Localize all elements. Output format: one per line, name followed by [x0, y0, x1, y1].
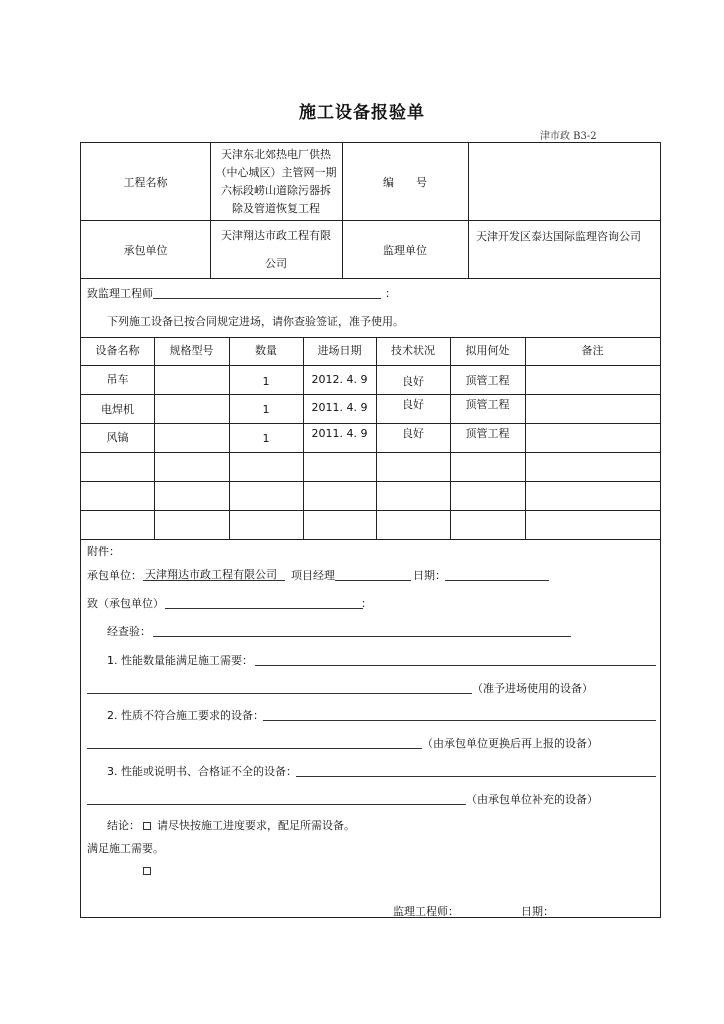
cell-status: 良好	[402, 398, 424, 411]
project-name-line: （中心城区）主管网一期	[215, 166, 337, 179]
footer-date-line	[445, 580, 549, 581]
row-divider	[81, 452, 660, 453]
th-qty: 数量	[255, 344, 277, 357]
supervisor-value: 天津开发区泰达国际监理咨询公司	[476, 230, 641, 243]
pm-label: 项目经理	[291, 569, 335, 582]
to-contractor-colon: ：	[361, 597, 372, 610]
th-date: 进场日期	[317, 344, 362, 357]
cell-qty: 1	[262, 403, 270, 416]
engineer-name-line	[153, 298, 381, 299]
row-divider	[81, 278, 660, 279]
row-divider	[81, 220, 660, 221]
document-title: 施工设备报验单	[299, 103, 425, 123]
cell-qty: 1	[262, 432, 270, 445]
engineer-sign-label: 监理工程师：	[393, 905, 459, 918]
to-contractor-label: 致（承包单位）	[87, 597, 164, 610]
col-divider	[154, 337, 155, 539]
contractor-line: 天津翔达市政工程有限	[221, 229, 331, 242]
sign-date-label: 日期：	[521, 905, 554, 918]
row-divider	[81, 510, 660, 511]
conclusion-label: 结论：	[107, 819, 140, 832]
th-spec: 规格型号	[169, 344, 214, 357]
item3-note: （由承包单位补充的设备）	[466, 793, 598, 806]
item1-line	[255, 665, 656, 666]
row-divider	[81, 365, 660, 366]
number-label: 编 号	[383, 176, 427, 189]
th-use: 拟用何处	[465, 344, 510, 357]
contractor-line: 公司	[265, 257, 287, 270]
project-name-line: 六标段崂山道除污器拆	[221, 184, 331, 197]
col-divider	[468, 143, 469, 278]
cell-date: 2011. 4. 9	[311, 427, 368, 440]
cell-status: 良好	[402, 427, 424, 440]
item1-line2	[87, 693, 472, 694]
th-status: 技术状况	[391, 344, 435, 357]
row-divider	[81, 394, 660, 395]
cell-use: 顶管工程	[465, 398, 510, 411]
item2-line2	[87, 748, 422, 749]
cell-name: 风镐	[106, 431, 129, 444]
item3-line2	[87, 804, 466, 805]
cell-status: 良好	[402, 375, 424, 388]
letter-to: 致监理工程师	[87, 287, 153, 300]
attachment-label: 附件：	[87, 545, 120, 558]
th-name: 设备名称	[95, 344, 140, 357]
th-remark: 备注	[581, 344, 604, 357]
item2-note: （由承包单位更换后再上报的设备）	[422, 737, 598, 750]
satisfied-label: 满足施工需要。	[87, 842, 164, 855]
item1-label: 1. 性能数量能满足施工需要：	[107, 654, 253, 667]
project-name-line: 天津东北郊热电厂供热	[221, 148, 331, 161]
item2-line	[263, 720, 656, 721]
project-name-label: 工程名称	[123, 176, 168, 189]
cell-use: 顶管工程	[465, 427, 510, 440]
row-divider	[81, 481, 660, 482]
item3-line	[296, 776, 656, 777]
letter-body: 下列施工设备已按合同规定进场，请你查验签证，准予使用。	[107, 315, 404, 328]
supervisor-label: 监理单位	[383, 244, 427, 257]
conclusion-checkbox[interactable]	[143, 822, 151, 830]
to-contractor-line	[165, 608, 363, 609]
footer-contractor-value: 天津翔达市政工程有限公司	[145, 568, 277, 581]
cell-qty: 1	[262, 375, 270, 388]
form-frame	[80, 142, 661, 918]
row-divider	[81, 539, 660, 540]
inspected-label: 经查验：	[107, 625, 151, 638]
cell-name: 吊车	[106, 373, 129, 386]
cell-name: 电焊机	[101, 403, 134, 416]
item2-label: 2. 性质不符合施工要求的设备：	[107, 709, 264, 722]
item3-label: 3. 性能或说明书、合格证不全的设备：	[107, 765, 297, 778]
row-divider	[81, 423, 660, 424]
satisfied-checkbox[interactable]	[143, 867, 151, 875]
contractor-label: 承包单位	[123, 244, 168, 257]
conclusion-text: 请尽快按施工进度要求，配足所需设备。	[157, 819, 355, 832]
cell-use: 顶管工程	[465, 374, 510, 387]
row-divider	[81, 337, 660, 338]
col-divider	[525, 337, 526, 539]
cell-date: 2011. 4. 9	[311, 401, 368, 414]
item1-note: （准予进场使用的设备）	[472, 682, 593, 695]
inspected-line	[153, 636, 571, 637]
footer-date-label: 日期：	[413, 569, 446, 582]
project-name-line: 除及管道恢复工程	[232, 202, 320, 215]
form-number: 津市政 B3-2	[540, 131, 597, 142]
letter-colon: ：	[385, 287, 396, 300]
cell-date: 2012. 4. 9	[311, 373, 368, 386]
pm-line	[335, 580, 411, 581]
footer-contractor-label: 承包单位：	[87, 569, 142, 582]
